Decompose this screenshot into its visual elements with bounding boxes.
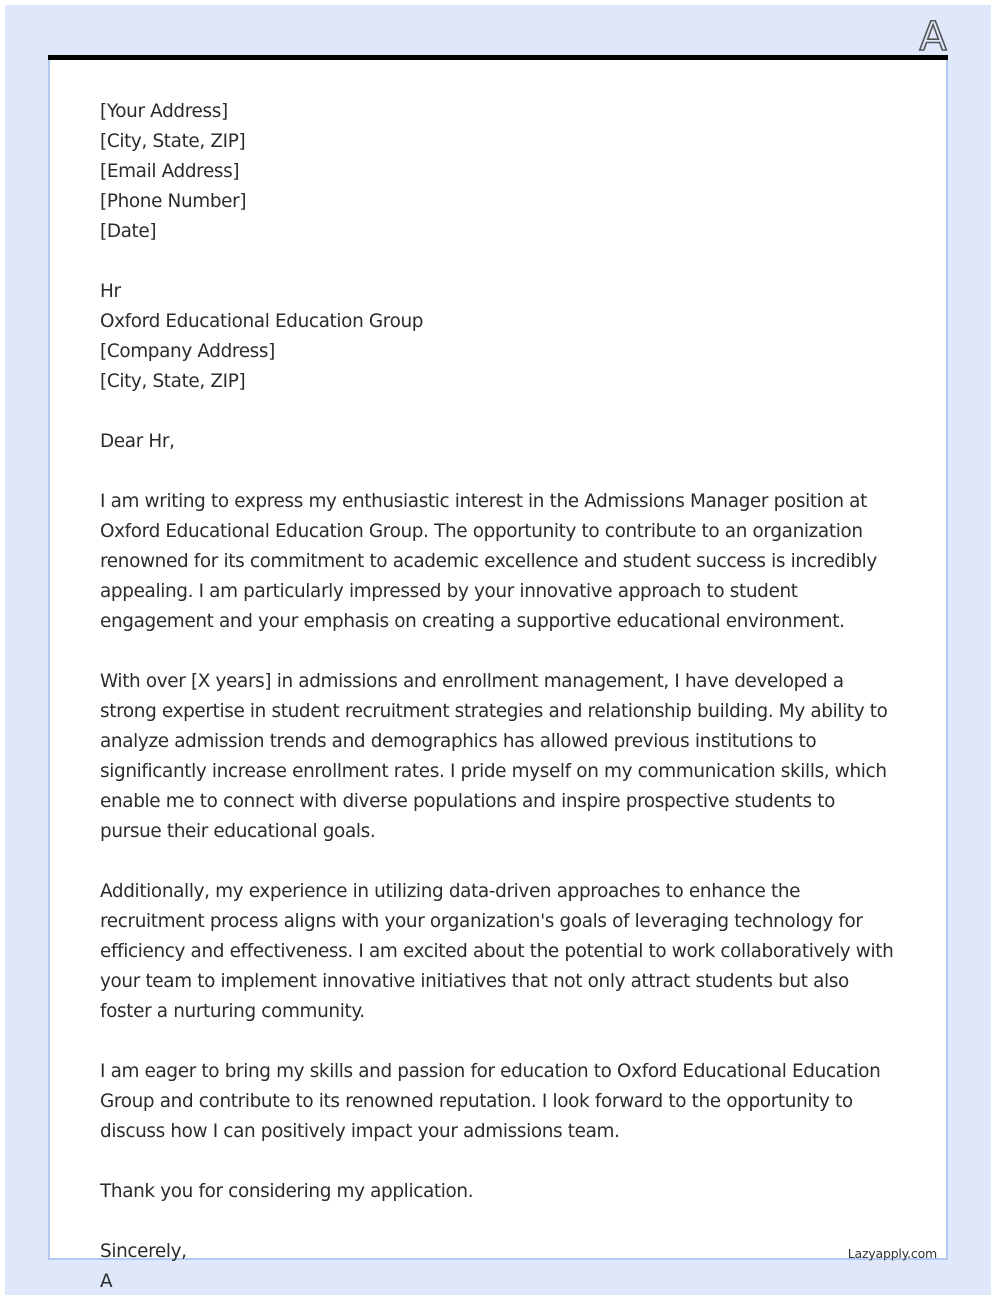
recipient-name: Hr bbox=[100, 281, 121, 302]
body-paragraph: I am eager to bring my skills and passion for education to Oxford Educational Education Group and contribute to its renowned reputation. I look forward to the opportunity to discuss how I can positively impact your admissions team. bbox=[100, 1061, 881, 1142]
sender-address: [Your Address] bbox=[100, 101, 228, 122]
sender-block bbox=[100, 97, 900, 247]
salutation: Dear Hr, bbox=[100, 431, 175, 452]
body-paragraph: I am writing to express my enthusiastic interest in the Admissions Manager position at Oxford Educational Education Group. The opportunity to contribute to an organization renowned for its commitment to academic excellence and student success is incredibly appealing. I am particularly impressed by your innovative approach to student engagement and your emphasis on creating a supportive educational environment. bbox=[100, 491, 877, 632]
letter-top-bar bbox=[48, 55, 948, 60]
sender-email: [Email Address] bbox=[100, 161, 240, 182]
recipient-city-state-zip: [City, State, ZIP] bbox=[100, 371, 246, 392]
footer-brand-link[interactable]: Lazyapply.com bbox=[847, 1246, 937, 1261]
recipient-company: Oxford Educational Education Group bbox=[100, 311, 424, 332]
cover-letter bbox=[100, 97, 900, 1297]
sender-city-state-zip: [City, State, ZIP] bbox=[100, 131, 246, 152]
closing: Sincerely, bbox=[100, 1241, 187, 1262]
recipient-address: [Company Address] bbox=[100, 341, 275, 362]
recipient-block bbox=[100, 277, 900, 397]
signature: A bbox=[100, 1271, 113, 1292]
logo-a-icon bbox=[916, 14, 950, 54]
sender-phone: [Phone Number] bbox=[100, 191, 247, 212]
logo-letter: A bbox=[919, 14, 947, 54]
body-paragraph: With over [X years] in admissions and enrollment management, I have developed a strong expertise in student recruitment strategies and relationship building. My ability to analyze admission trends and demographics has allowed previous institutions to significantly increase enrollment rates. I pride myself on my communication skills, which enable me to connect with diverse populations and inspire prospective students to pursue their educational goals. bbox=[100, 671, 888, 842]
letter-date: [Date] bbox=[100, 221, 157, 242]
body-paragraph: Additionally, my experience in utilizing data-driven approaches to enhance the recruitment process aligns with your organization's goals of leveraging technology for efficiency and effectiveness. I am excited about the potential to work collaboratively with your team to implement innovative initiatives that not only attract students but also foster a nurturing community. bbox=[100, 881, 894, 1022]
thank-you-line: Thank you for considering my application. bbox=[100, 1181, 474, 1202]
